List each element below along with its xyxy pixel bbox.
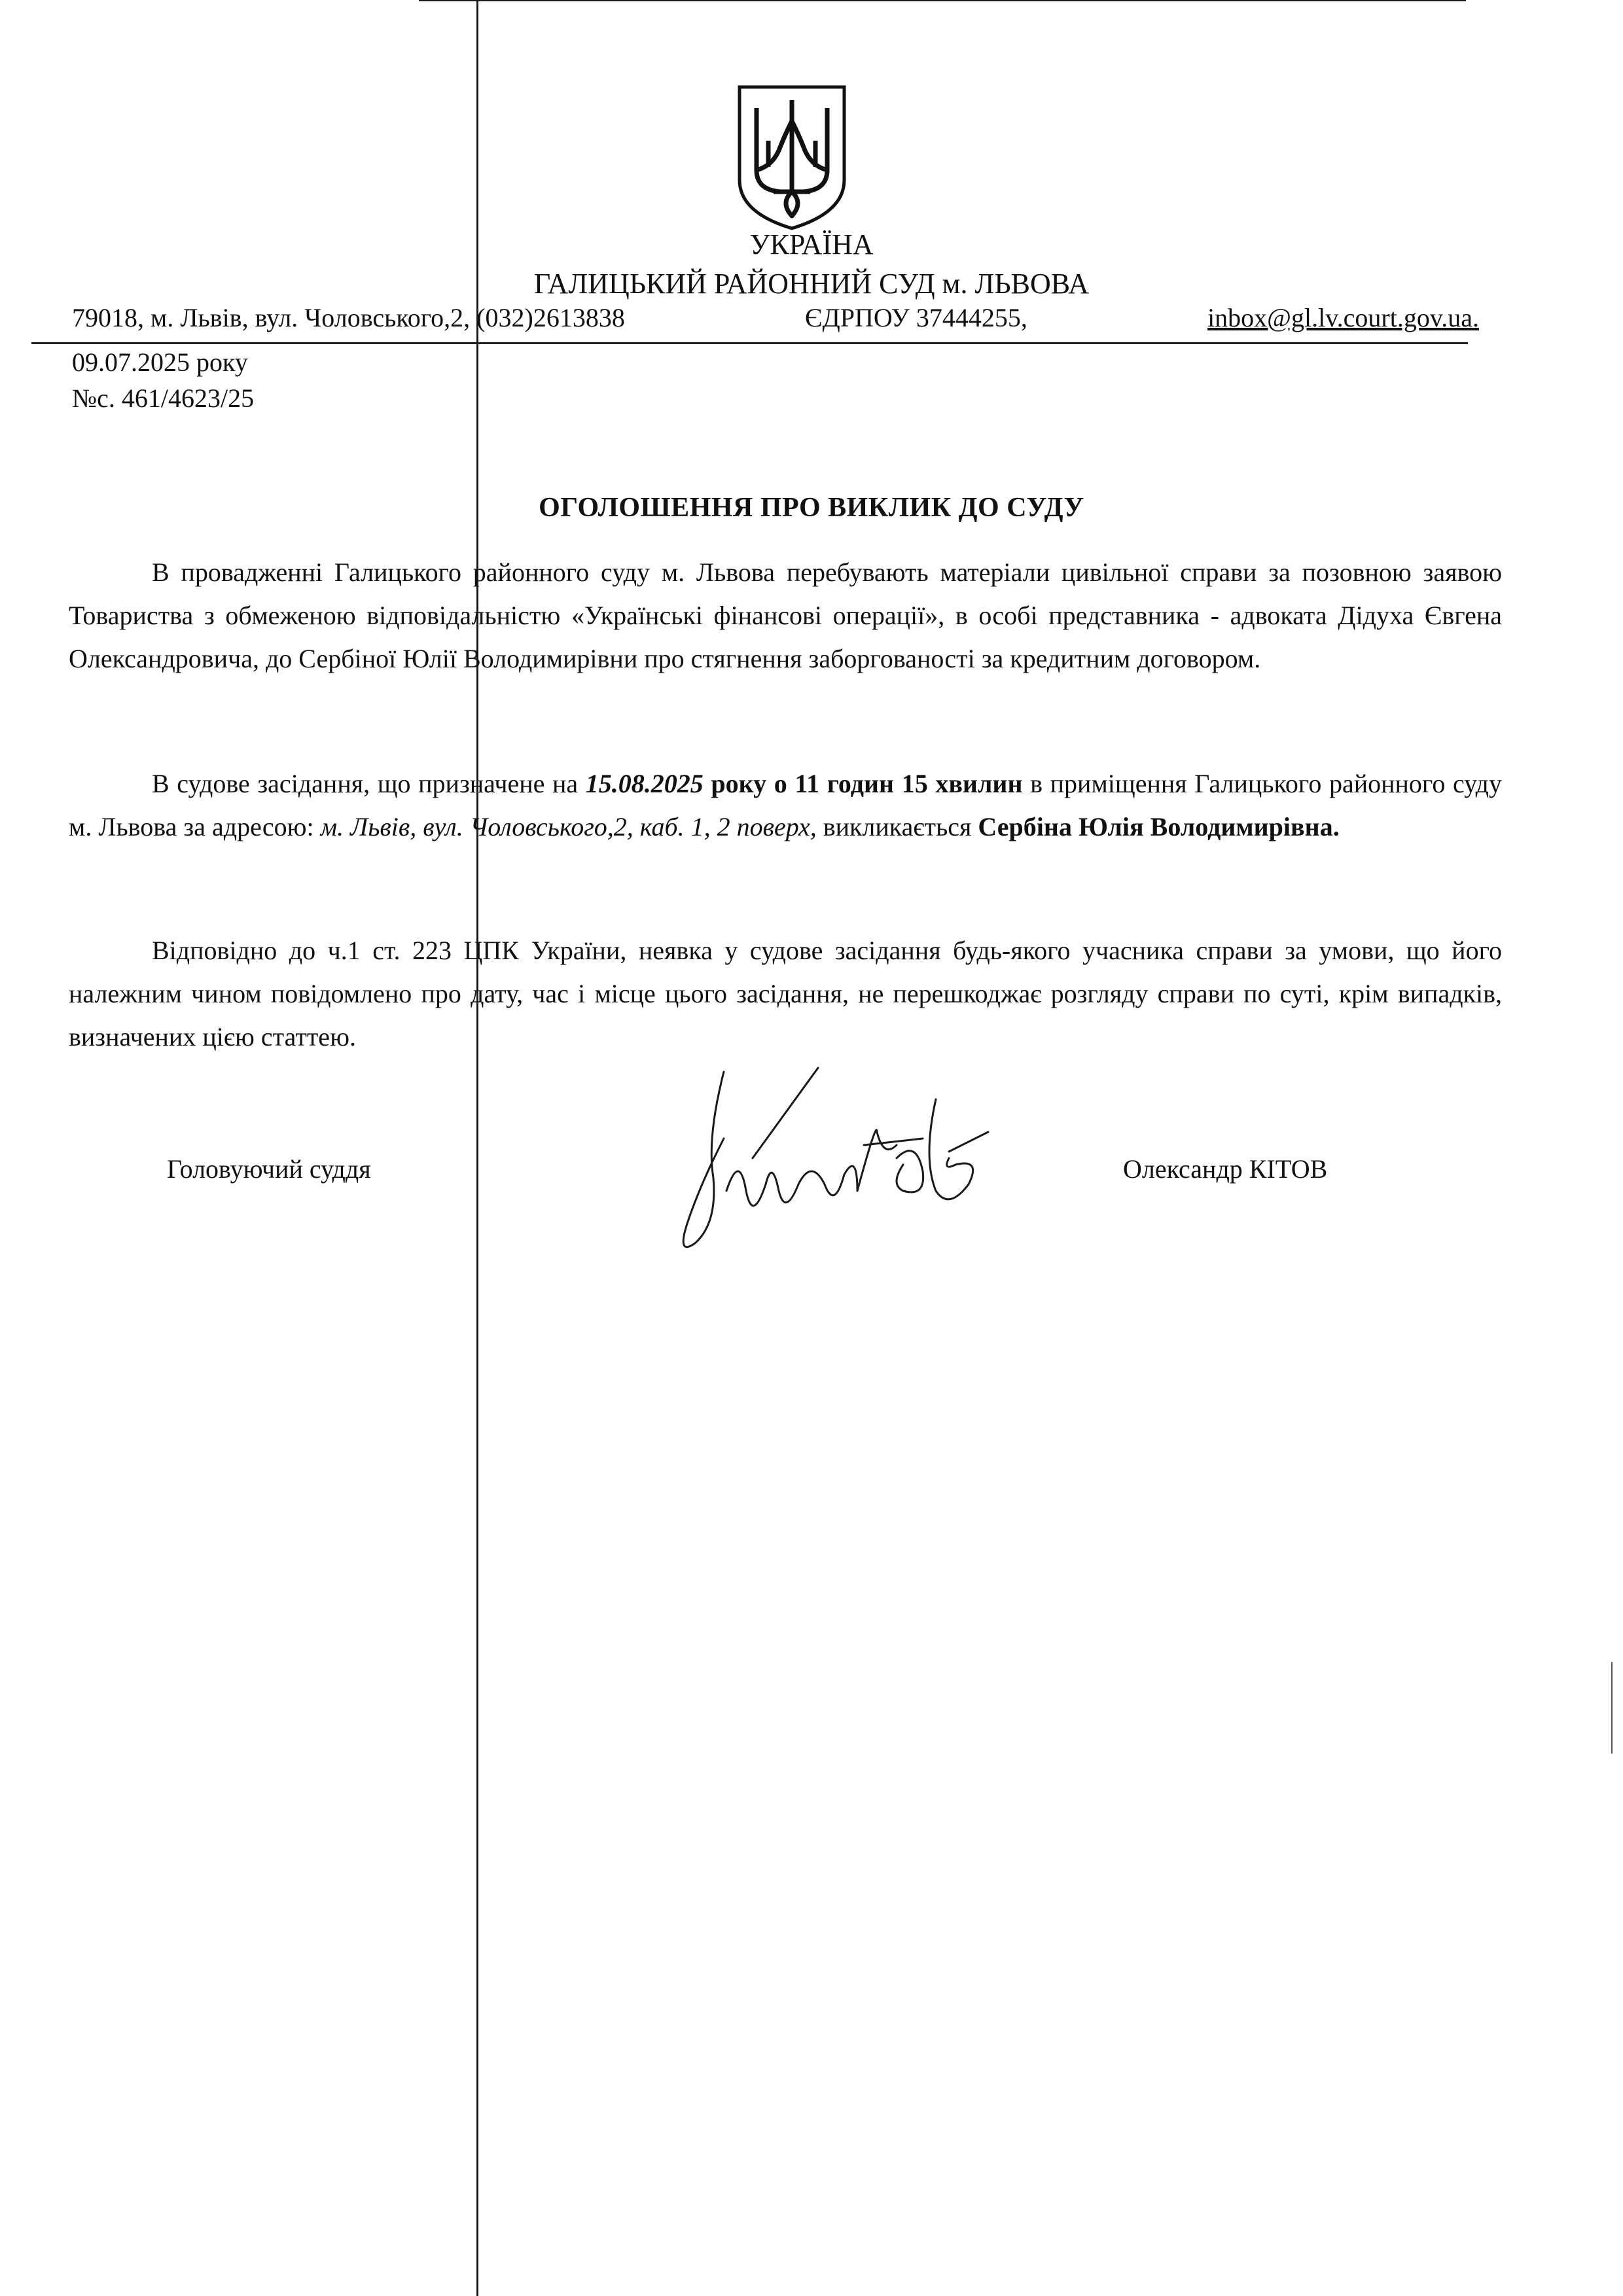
court-heading: ГАЛИЦЬКИЙ РАЙОННИЙ СУД м. ЛЬВОВА: [533, 268, 1090, 300]
document-date: 09.07.2025 року: [72, 347, 248, 377]
document-title: ОГОЛОШЕННЯ ПРО ВИКЛИК ДО СУДУ: [539, 493, 1084, 523]
paragraph-legal-basis: Відповідно до ч.1 ст. 223 ЦПК України, неявка у судове засідання будь-якого учасника справи за умови, що його належним чином повідомлено про дату, час і місце цього засідання, не перешкоджає розгляду справи по суті, крім випадків, визначених цією статтею.: [69, 936, 1502, 1051]
hearing-date: 15.08.2025: [585, 769, 704, 798]
judge-title: Головуючий суддя: [167, 1154, 371, 1184]
hearing-text-3: викликається: [816, 812, 978, 841]
country-heading: УКРАЇНА: [749, 228, 874, 260]
summoned-person: Сербіна Юлія Володимирівна.: [978, 812, 1340, 841]
paragraph-case-description: В провадженні Галицького районного суду м. Львова перебувають матеріали цивільної справи за позовною заявою Товариства з обмеженою відповідальністю «Українські фінансові операції», в особі представника - адвоката Дідуха Євгена Олександровича, до Сербіної Юлії Володимирівни про стягнення заборгованості за кредитним договором.: [69, 557, 1502, 673]
paragraph-hearing-summons: [69, 762, 1502, 849]
hearing-time: року о 11 годин 15 хвилин: [703, 769, 1023, 798]
hearing-text-1: В судове засідання, що призначене на: [152, 769, 586, 798]
scan-artifact-right-mark: [1611, 1662, 1613, 1754]
header-divider: [31, 342, 1468, 344]
hearing-text-2: в приміщення Галицького районного суду м. Львова за адресою:: [69, 769, 1503, 841]
hearing-address: м. Львів, вул. Чоловського,2, каб. 1, 2 поверх,: [320, 812, 817, 841]
trident-coat-of-arms-icon: [734, 82, 849, 232]
scan-artifact-top-line: [419, 0, 1466, 1]
court-address: 79018, м. Львів, вул. Чоловського,2, (032)2613838: [72, 303, 625, 332]
scan-artifact-vertical-line: [476, 0, 478, 2296]
court-contacts-line: [72, 302, 1479, 333]
judge-name: Олександр КІТОВ: [1123, 1154, 1328, 1184]
court-edrpou: ЄДРПОУ 37444255,: [805, 303, 1027, 332]
case-number: №с. 461/4623/25: [72, 383, 255, 413]
court-email-link[interactable]: inbox@gl.lv.court.gov.ua.: [1207, 303, 1479, 332]
handwritten-signature: [661, 1060, 1001, 1269]
